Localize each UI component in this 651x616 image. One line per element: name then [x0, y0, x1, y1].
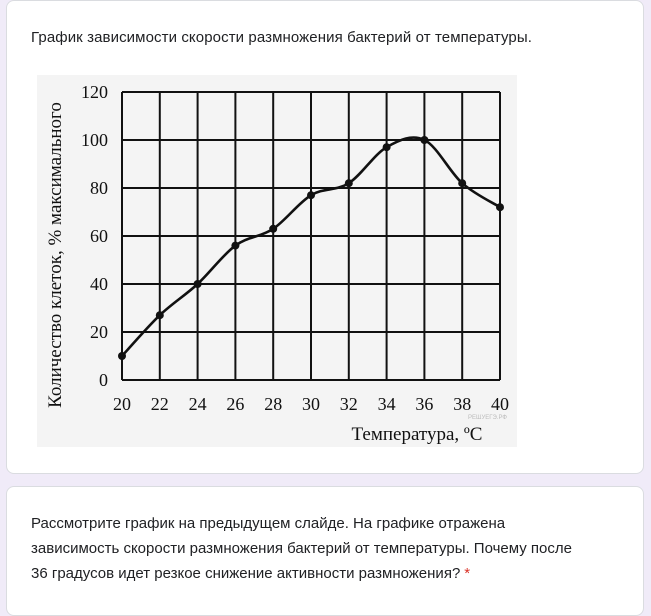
x-tick-label: 26	[226, 394, 245, 414]
data-point	[496, 203, 504, 211]
card-title: График зависимости скорости размножения бактерий от температуры.	[31, 29, 533, 46]
x-tick-label: 20	[113, 394, 131, 414]
data-point	[269, 225, 277, 233]
chart-background	[37, 75, 517, 447]
data-point	[458, 179, 466, 187]
chart-question-card	[6, 0, 644, 474]
bacteria-growth-chart	[37, 75, 517, 447]
data-point	[345, 179, 353, 187]
x-tick-label: 34	[377, 394, 396, 414]
y-tick-label: 20	[90, 322, 108, 342]
y-tick-label: 100	[81, 130, 108, 150]
x-tick-label: 28	[264, 394, 283, 414]
required-asterisk: *	[464, 565, 471, 582]
x-tick-label: 22	[150, 394, 169, 414]
watermark: РЕШУЕГЭ.РФ	[467, 415, 507, 421]
x-tick-label: 36	[415, 394, 434, 414]
x-tick-label: 38	[453, 394, 472, 414]
y-tick-label: 40	[90, 274, 108, 294]
data-point	[156, 311, 164, 319]
question-body: Рассмотрите график на предыдущем слайде. На графике отражена зависимость скорости размножения бактерий от температуры. Почему после 36 градусов идет резкое снижение активности размножения?	[31, 515, 572, 582]
x-tick-label: 30	[302, 394, 320, 414]
question-text	[31, 511, 591, 586]
data-point	[383, 143, 391, 151]
data-point	[231, 242, 239, 250]
x-tick-label: 24	[188, 394, 207, 414]
y-tick-label: 0	[99, 370, 108, 390]
y-tick-label: 80	[90, 178, 108, 198]
data-point	[118, 352, 126, 360]
x-tick-label: 32	[339, 394, 358, 414]
y-tick-label: 120	[81, 82, 108, 102]
data-point	[194, 280, 202, 288]
x-tick-label: 40	[491, 394, 509, 414]
data-point	[307, 191, 315, 199]
y-axis-label: Количество клеток, % максимального	[45, 102, 66, 408]
answer-question-card	[6, 486, 644, 616]
data-point	[420, 136, 428, 144]
chart-container	[37, 75, 517, 447]
y-tick-label: 60	[90, 226, 108, 246]
x-axis-label: Температура, ºС	[351, 424, 483, 445]
